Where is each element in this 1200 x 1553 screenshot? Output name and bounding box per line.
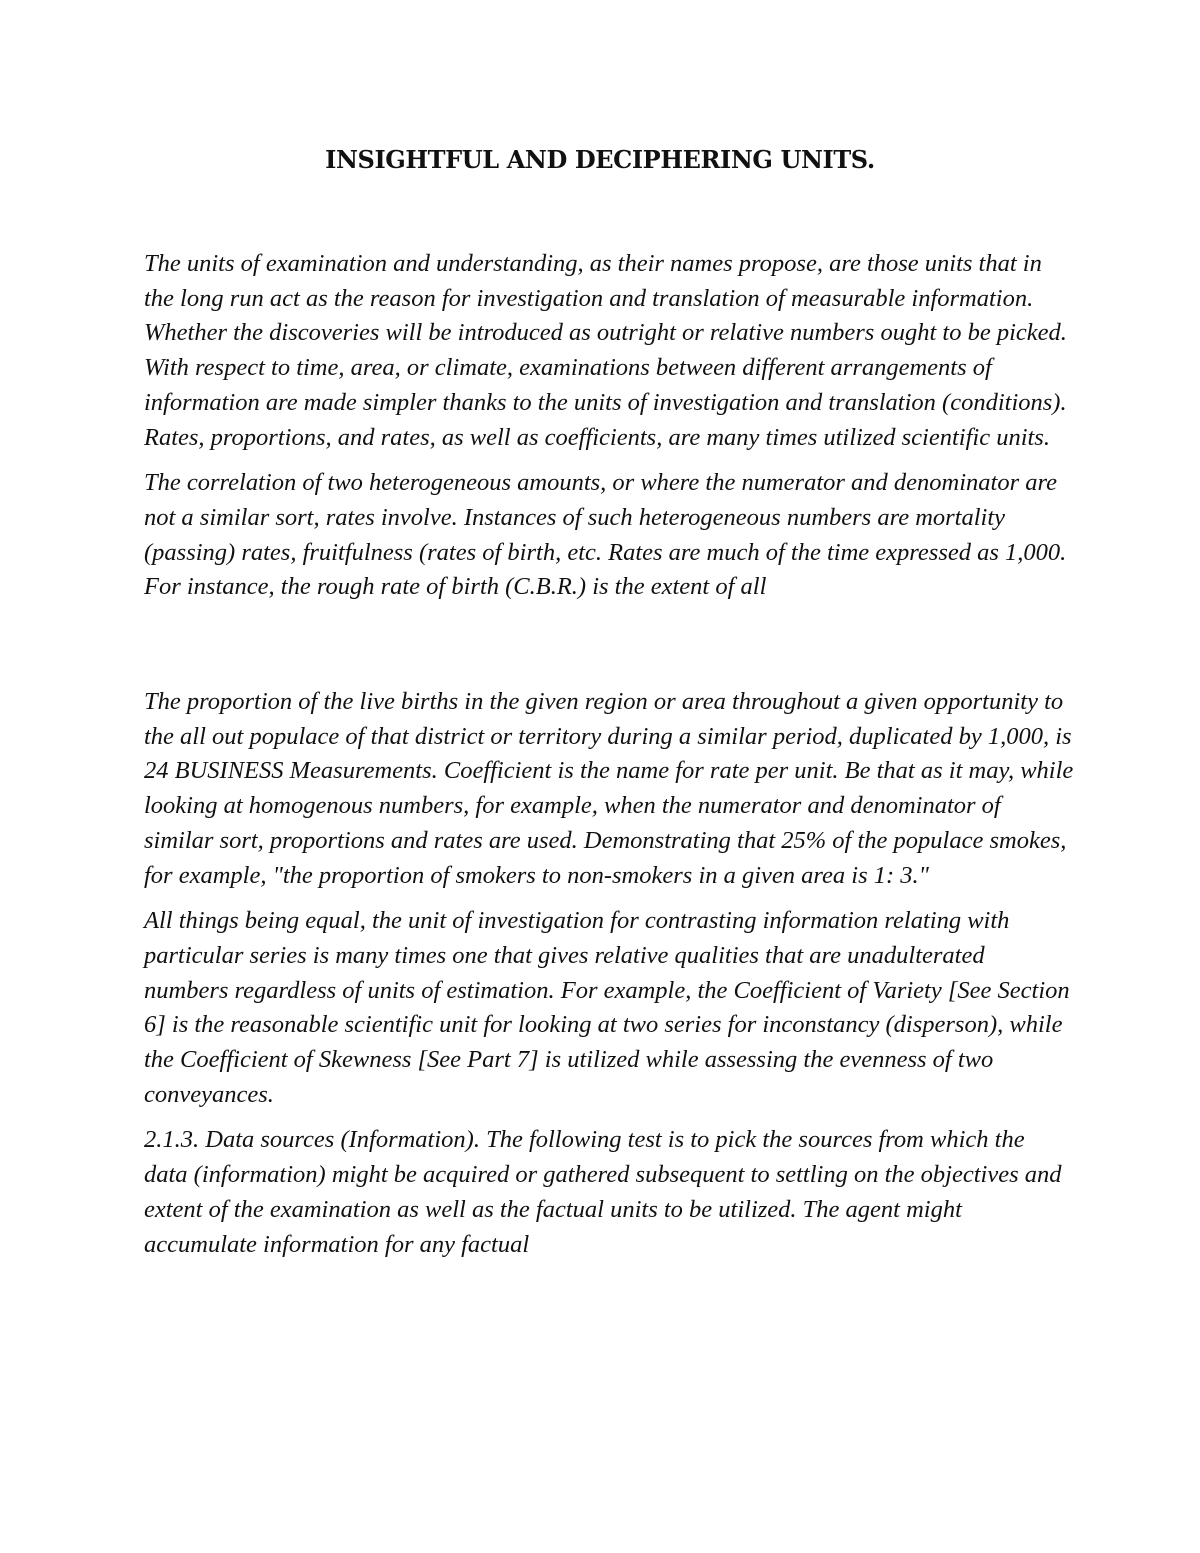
page-title: INSIGHTFUL AND DECIPHERING UNITS. (325, 145, 875, 174)
paragraph: The correlation of two heterogeneous amounts, or where the numerator and denominator are not a similar sort, rates involve. Instances of such heterogeneous numbers are mortality (passing) rates, fruitfulness (rates of birth, etc. Rates are much of the time expressed as 1,000. For instance, the rough rate of birth (C.B.R.) is the extent of all (144, 469, 1067, 601)
paragraph: All things being equal, the unit of investigation for contrasting information relating with particular series is many times one that gives relative qualities that are unadulterated numbers regardless of units of estimation. For example, the Coefficient of Variety [See Section 6] is the reasonable scientific unit for looking at two series for inconstancy (disperson), while the Coefficient of Skewness [See Part 7] is utilized while assessing the evenness of two conveyances. (144, 907, 1070, 1108)
paragraph: The proportion of the live births in the given region or area throughout a given opportunity to the all out populace of that district or territory during a similar period, duplicated by 1,000, is 24 BUSINESS Measurements. Coefficient is the name for rate per unit. Be that as it may, while looking at homogenous numbers, for example, when the numerator and denominator of similar sort, proportions and rates are used. Demonstrating that 25% of the populace smokes, for example, "the proportion of smokers to non-smokers in a given area is 1: 3." (144, 688, 1074, 889)
paragraph: 2.1.3. Data sources (Information). The following test is to pick the sources from which the data (information) might be acquired or gathered subsequent to settling on the objectives and extent of the examination as well as the factual units to be utilized. The agent might accumulate information for any factual (144, 1126, 1062, 1258)
paragraph: The units of examination and understanding, as their names propose, are those units that in the long run act as the reason for investigation and translation of measurable information. Whether the discoveries will be introduced as outright or relative numbers ought to be picked. With respect to time, area, or climate, examinations between different arrangements of information are made simpler thanks to the units of investigation and translation (conditions). Rates, proportions, and rates, as well as coefficients, are many times utilized scientific units. (144, 250, 1067, 451)
document-body (144, 247, 1074, 1273)
